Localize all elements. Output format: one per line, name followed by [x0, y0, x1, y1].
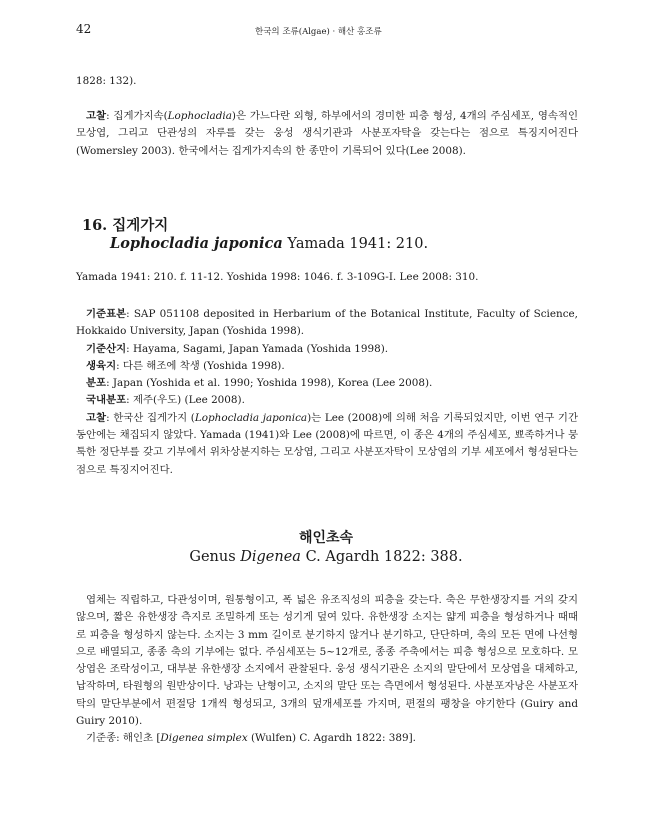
species-name-line: [110, 235, 428, 252]
species-heading: 16. 집게가지: [82, 217, 169, 234]
discussion-label: 고찰: [86, 110, 107, 122]
genus-discussion-paragraph: 고찰: 집게가지속(Lophocladia)은 가느다란 외형, 하부에서의 경미한 피층 형성, 4개의 주심세포, 영속적인 모상엽, 그리고 단관성의 자루를 갖는 웅성 생식기관과 사분포자탁을 갖는다는 점으로 특징지어진다(Womersley 2003). 한국에서는 집게가지속의 한 종만이 기록되어 있다(Lee 2008).: [76, 110, 578, 157]
species-references: Yamada 1941: 210. f. 11-12. Yoshida 1998: 1046. f. 3-109G-I. Lee 2008: 310.: [76, 271, 479, 283]
genus-name-italic: Lophocladia: [167, 110, 232, 122]
genus-title: Genus Digenea C. Agardh 1822: 388.: [189, 549, 463, 565]
habitat-line: 생육지: 다른 해조에 착생 (Yoshida 1998).: [86, 359, 285, 372]
species-authority: Yamada 1941: 210.: [282, 236, 429, 252]
type-locality-line: 기준산지: Hayama, Sagami, Japan Yamada (Yoshida 1998).: [86, 342, 389, 355]
species-details: [76, 306, 578, 479]
genus-description-paragraph: 엽체는 직립하고, 다관성이며, 원통형이고, 폭 넓은 유조직성의 피층을 갖는다. 축은 무한생장지를 거의 갖지 않으며, 짧은 유한생장 측지로 조밀하게 또는 성기게 덮여 있다. 유한생장 소지는 얇게 피층을 형성하거나 때때로 피층을 형성하지 않는다. 소지는 3 mm 길이로 분기하지 않거나 분기하고, 단단하며, 축의 모든 면에 나선형으로 배열되고, 종종 축의 기부에는 없다. 주심세포는 5~12개로, 종종 주축에서는 피층 형성으로 모호하다. 모상엽은 조락성이고, 대부분 유한생장 소지에서 관찰된다. 웅성 생식기관은 소지의 말단에서 모상엽을 대체하고, 납작하며, 타원형의 원반상이다. 낭과는 난형이고, 소지의 말단 또는 측면에서 형성된다. 사분포자낭은 사분포자탁의 말단부분에서 편절당 1개씩 형성되고, 3개의 덮개세포를 가지며, 편절의 팽창을 야기한다 (Guiry and Guiry 2010).: [76, 594, 578, 728]
type-specimen-line: 기준표본: SAP 051108 deposited in Herbarium of the Botanical Institute, Faculty of Science, Hokkaido University, Japan (Yoshida 1998).: [76, 308, 578, 338]
running-title: 한국의 조류(Algae) · 해산 홍조류: [255, 27, 382, 37]
page-number: 42: [76, 22, 92, 36]
genus-description: [76, 592, 578, 748]
genus-korean-title: 해인초속: [298, 530, 354, 546]
genus-name-italic: Digenea: [240, 549, 301, 565]
distribution-line: 분포: Japan (Yoshida et al. 1990; Yoshida 1998), Korea (Lee 2008).: [86, 377, 433, 390]
type-species-line: 기준종: 해인초 [Digenea simplex (Wulfen) C. Agardh 1822: 389].: [86, 732, 416, 745]
species-binomial: Lophocladia japonica: [110, 235, 283, 252]
korean-distribution-line: 국내분포: 제주(우도) (Lee 2008).: [86, 394, 245, 407]
species-discussion-paragraph: 고찰: 한국산 집게가지 (Lophocladia japonica)는 Lee (2008)에 의해 처음 기록되었지만, 이번 연구 기간 동안에는 채집되지 않았다. Yamada (1941)와 Lee (2008)에 따르면, 이 종은 4개의 주심세포, 뾰족하거나 뭉툭한 정단부를 갖고 기부에서 위차상분지하는 모상엽, 그리고 사분포자탁이 모상엽의 기부 세포에서 형성된다는 점으로 특징지어진다.: [76, 411, 579, 476]
continued-reference: 1828: 132).: [76, 75, 137, 87]
